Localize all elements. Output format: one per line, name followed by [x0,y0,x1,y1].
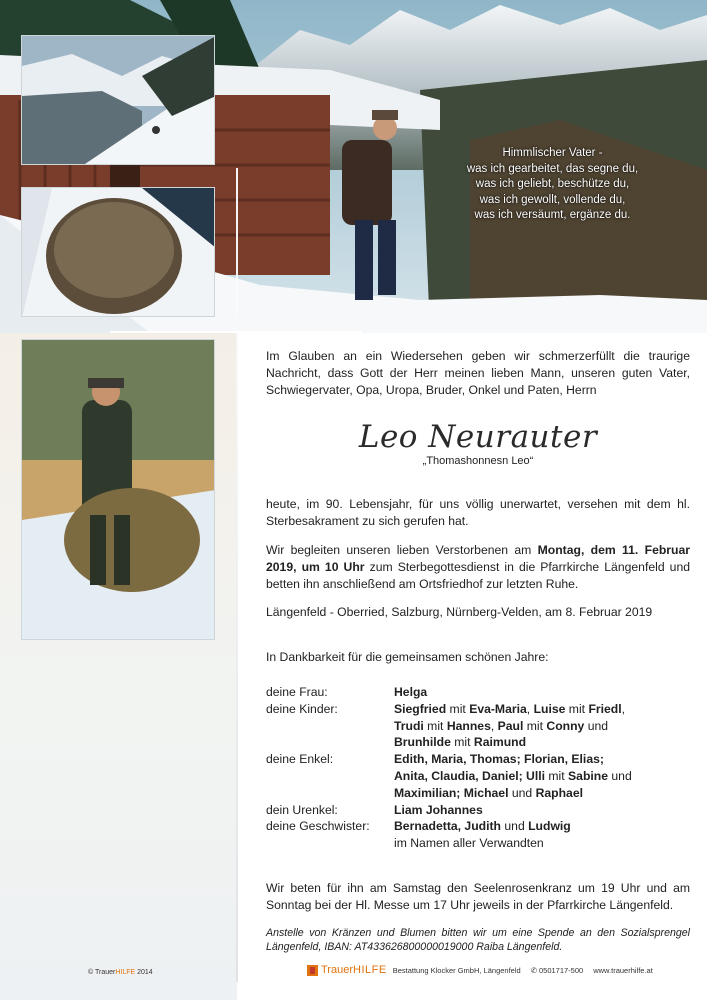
spouse-name: Conny [546,718,585,733]
verse-line: was ich geliebt, beschütze du, [475,178,630,190]
wife-name: Helga [394,684,428,699]
footer-company: Bestattung Klocker GmbH, Längenfeld [392,965,521,975]
relation-label: deine Frau: [266,684,328,699]
verse-line: was ich versäumt, ergänze du. [474,209,631,221]
thanks-line: In Dankbarkeit für die gemeinsamen schönen Jahre: [266,650,549,665]
funeral-details [266,542,690,592]
relatives-line: im Namen aller Verwandten [394,836,544,851]
connector: und [608,768,632,783]
death-notice: heute, im 90. Lebensjahr, für uns völlig unerwartet, versehen mit dem hl. Sterbesakrament zu sich gerufen hat. [266,497,690,529]
intro-paragraph: Im Glauben an ein Wiedersehen geben wir schmerzerfüllt die traurige Nachricht, dass Gott der Herr meinen lieben Mann, unseren guten Vater, Schwiegervater, Opa, Uropa, Bruder, Onkel und Paten, Herrn [266,349,690,397]
verse-line: was ich gewollt, vollende du, [479,193,626,206]
connector: mit [545,768,569,783]
children-names [394,701,690,751]
connector: und [508,785,536,800]
grandchild-names: Sabine [568,768,609,783]
funeral-text-after: zum Sterbegottesdienst in die Pfarrkirche Längenfeld und betten ihn anschließend am Ortsfriedhof zur letzten Ruhe. [266,559,691,591]
grandchild-names: Edith, Maria, Thomas; Florian, Elias; [394,752,604,767]
connector: und [501,819,529,834]
funeral-date: Montag, dem 11. Februar 2019, um 10 Uhr [266,542,690,574]
cross-vertical-line [236,168,238,982]
footer-phone: ✆ 0501717-500 [531,966,584,975]
footer-brand-trauer: Trauer [321,964,353,976]
connector: mit [450,735,474,750]
trauerhilfe-logo-icon [307,965,318,976]
spouse-name: Hannes [446,718,491,733]
copyright-brand: HILFE [115,969,136,976]
mourner-row-grandchildren [266,751,690,801]
connector: , [526,701,534,716]
footer [307,962,653,978]
connector: mit [565,701,589,716]
footer-website[interactable]: www.trauerhilfe.at [593,965,653,975]
connector: mit [446,701,470,716]
photo-hay-bundle [21,187,215,317]
connector: mit [423,718,447,733]
deceased-nickname: „Thomashonnesn Leo“ [422,455,534,468]
cross-horizontal-line [110,331,362,333]
place-and-date: Längenfeld - Oberried, Salzburg, Nürnberg-Velden, am 8. Februar 2019 [266,605,653,620]
child-name: Luise [533,701,566,716]
verse-line: was ich gearbeitet, das segne du, [466,162,639,175]
connector: , [490,718,498,733]
grandchild-names: Anita, Claudia, Daniel; Ulli [394,768,546,783]
mourner-row-wife [266,684,690,701]
child-name: Siegfried [394,701,447,716]
relation-label: deine Kinder: [266,701,338,716]
copyright-notice [88,969,153,976]
mourner-row-siblings [266,818,690,852]
obituary-text [266,348,690,955]
relation-label: dein Urenkel: [266,802,338,817]
mourner-row-children [266,701,690,751]
grandchild-names: Raphael [535,785,583,800]
grandchildren-names [394,751,690,801]
spouse-name: Eva-Maria [469,701,527,716]
photo-winter-valley [21,35,215,165]
mourners-list [266,684,690,852]
greatgrandchild-name: Liam Johannes [394,802,483,817]
connector: mit [523,718,547,733]
relation-label: deine Geschwister: [266,819,370,834]
verse-line: Himmlischer Vater - [502,147,603,159]
funeral-text-before: Wir begleiten unseren lieben Verstorbenen am [266,542,538,557]
copyright-prefix: © Trauer [88,969,116,976]
grandchild-names: Maximilian; Michael [394,785,509,800]
donation-request: Anstelle von Kränzen und Blumen bitten wir um eine Spende an den Sozialsprengel Längenfeld, IBAN: AT433626800000019000 Raiba Längenfeld. [266,926,690,954]
mourner-row-greatgrandchild [266,802,690,819]
photo-man-carrying-hay [21,339,215,640]
child-name: Brunhilde [394,735,451,750]
child-name: Paul [497,718,524,733]
spouse-name: Friedl [588,701,622,716]
connector: , [621,701,626,716]
connector: und [584,718,609,733]
child-name: Trudi [394,718,424,733]
siblings-names [394,818,690,852]
prayer-verse [405,146,700,224]
rosary-notice: Wir beten für ihn am Samstag den Seelenrosenkranz um 19 Uhr und am Sonntag bei der Hl. Messe um 17 Uhr jeweils in der Pfarrkirche Längenfeld. [266,880,690,912]
spouse-name: Raimund [473,735,527,750]
footer-brand-hilfe: HILFE [353,964,387,976]
deceased-name: Leo Neurauter [358,419,598,456]
sibling-names: Bernadetta, Judith [394,819,501,834]
relation-label: deine Enkel: [266,752,334,767]
copyright-year: 2014 [135,969,153,976]
sibling-names: Ludwig [528,819,571,834]
